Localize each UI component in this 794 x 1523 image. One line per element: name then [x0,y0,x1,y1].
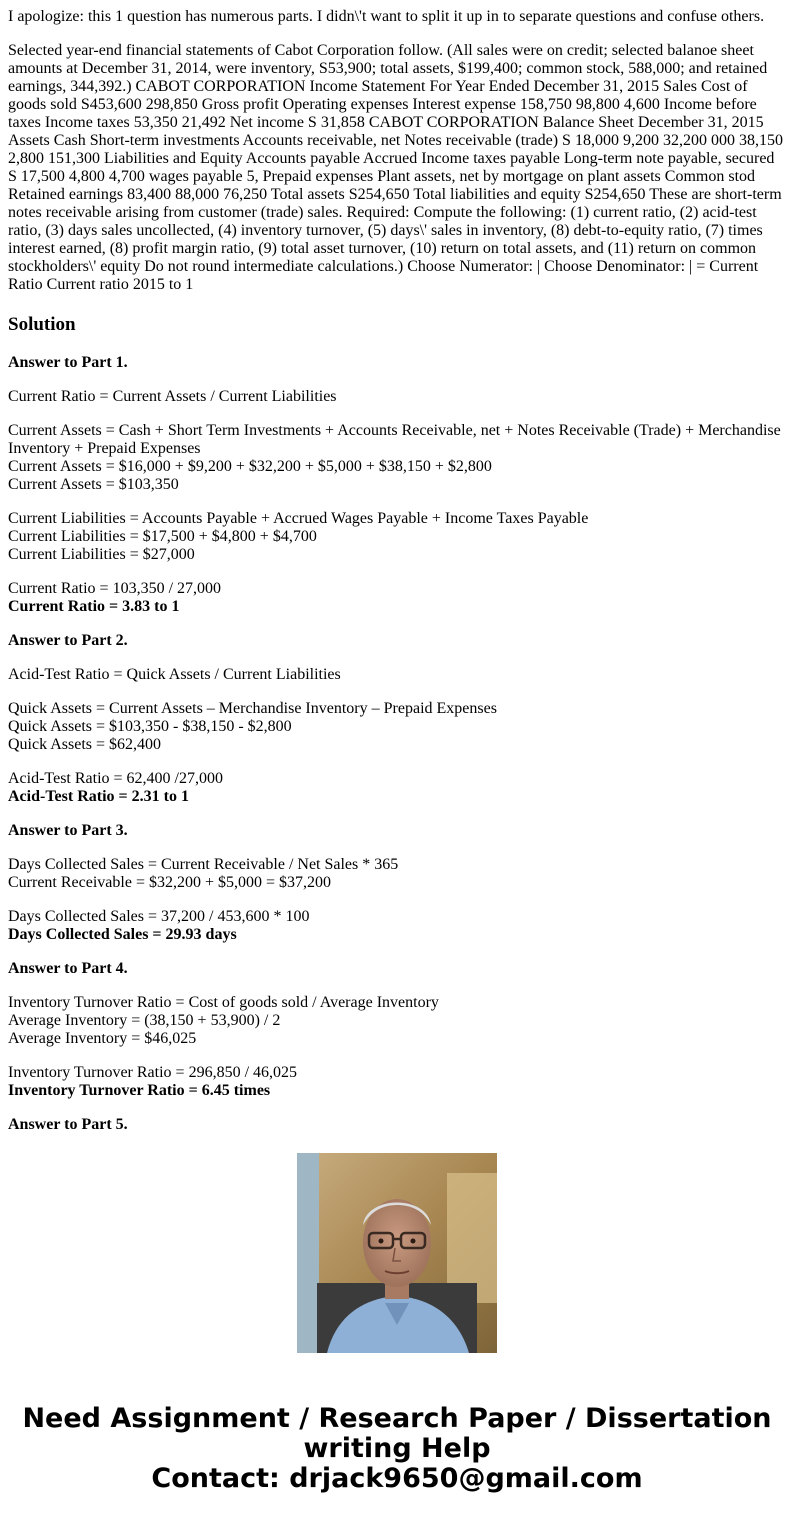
calculation-block [8,856,786,892]
result-answer: Acid-Test Ratio = 2.31 to 1 [8,788,189,805]
promo-line-1: Need Assignment / Research Paper / Dissertation [22,1403,772,1434]
calculation-line: Current Liabilities = $27,000 [8,546,195,563]
part-heading: Answer to Part 3. [8,822,128,839]
result-block [8,908,786,944]
calculation-line: Current Liabilities = Accounts Payable + Accrued Wages Payable + Income Taxes Payable [8,510,589,527]
calculation-line: Current Receivable = $32,200 + $5,000 = $37,200 [8,874,332,891]
promo-contact: Contact: drjack9650@gmail.com [151,1463,643,1494]
solution-heading: Solution [8,314,76,335]
result-formula: Current Ratio = 103,350 / 27,000 [8,580,222,597]
question-text: Selected year-end financial statements of Cabot Corporation follow. (All sales were on credit; selected balanoe sheet amounts at December 31, 2014, were inventory, S53,900; total assets, $199,400; common stock, 588,000; and retained earnings, 344,392.) CABOT CORPORATION Income Statement For Year Ended December 31, 2015 Sales Cost of goods sold S453,600 298,850 Gross profit Operating expenses Interest expense 158,750 98,800 4,600 Income before taxes Income taxes 53,350 21,492 Net income S 31,858 CABOT CORPORATION Balance Sheet December 31, 2015 Assets Cash Short-term investments Accounts receivable, net Notes receivable (trade) S 18,000 9,200 32,200 000 38,150 2,800 151,300 Liabilities and Equity Accounts payable Accrued Income taxes payable Long-term note payable, secured S 17,500 4,800 4,700 wages payable 5, Prepaid expenses Plant assets, net by mortgage on plant assets Common stod Retained earnings 83,400 88,000 76,250 Total assets S254,650 Total liabilities and equity S254,650 These are short-term notes receivable arising from customer (trade) sales. Required: Compute the following: (1) current ratio, (2) acid-test ratio, (3) days sales uncollected, (4) inventory turnover, (5) days\' sales in inventory, (8) debt-to-equity ratio, (7) times interest earned, (8) profit margin ratio, (9) total asset turnover, (10) return on total assets, and (11) return on common stockholders\' equity Do not round intermediate calculations.) Choose Numerator: | Choose Denominator: | = Current Ratio Current ratio 2015 to 1 [8,42,783,293]
author-avatar [297,1153,497,1353]
result-formula: Acid-Test Ratio = 62,400 /27,000 [8,770,223,787]
calculation-line: Average Inventory = $46,025 [8,1030,197,1047]
part-heading: Answer to Part 4. [8,960,128,977]
calculation-line: Current Ratio = Current Assets / Current Liabilities [8,388,337,405]
calculation-line: Current Assets = $16,000 + $9,200 + $32,200 + $5,000 + $38,150 + $2,800 [8,458,492,475]
calculation-line: Current Assets = Cash + Short Term Investments + Accounts Receivable, net + Notes Receivable (Trade) + Merchandise Inventory + Prepaid Expenses [8,422,781,457]
calculation-block [8,510,786,564]
calculation-line: Quick Assets = $62,400 [8,736,162,753]
part-heading: Answer to Part 2. [8,632,128,649]
result-block [8,1064,786,1100]
result-formula: Inventory Turnover Ratio = 296,850 / 46,025 [8,1064,298,1081]
result-block [8,770,786,806]
promo-banner [0,1404,794,1494]
calculation-block [8,994,786,1048]
calculation-line: Quick Assets = $103,350 - $38,150 - $2,800 [8,718,292,735]
calculation-line: Days Collected Sales = Current Receivable / Net Sales * 365 [8,856,399,873]
result-answer: Current Ratio = 3.83 to 1 [8,598,180,615]
calculation-line: Average Inventory = (38,150 + 53,900) / 2 [8,1012,281,1029]
calculation-line: Acid-Test Ratio = Quick Assets / Current Liabilities [8,666,341,683]
calculation-line: Quick Assets = Current Assets – Merchandise Inventory – Prepaid Expenses [8,700,497,717]
result-formula: Days Collected Sales = 37,200 / 453,600 * 100 [8,908,310,925]
author-photo-icon [297,1153,497,1353]
calculation-line: Current Assets = $103,350 [8,476,179,493]
part-heading: Answer to Part 1. [8,354,128,371]
intro-text: I apologize: this 1 question has numerous parts. I didn\'t want to split it up in to separate questions and confuse others. [8,8,765,25]
result-answer: Inventory Turnover Ratio = 6.45 times [8,1082,271,1099]
calculation-block [8,388,786,406]
part-heading: Answer to Part 5. [8,1116,128,1133]
calculation-block [8,666,786,684]
calculation-block [8,422,786,494]
answer-parts [8,354,786,1134]
result-block [8,580,786,616]
calculation-line: Current Liabilities = $17,500 + $4,800 + $4,700 [8,528,317,545]
result-answer: Days Collected Sales = 29.93 days [8,926,237,943]
calculation-block [8,700,786,754]
promo-line-2: writing Help [303,1433,491,1464]
calculation-line: Inventory Turnover Ratio = Cost of goods sold / Average Inventory [8,994,439,1011]
solution-content [8,0,786,1133]
